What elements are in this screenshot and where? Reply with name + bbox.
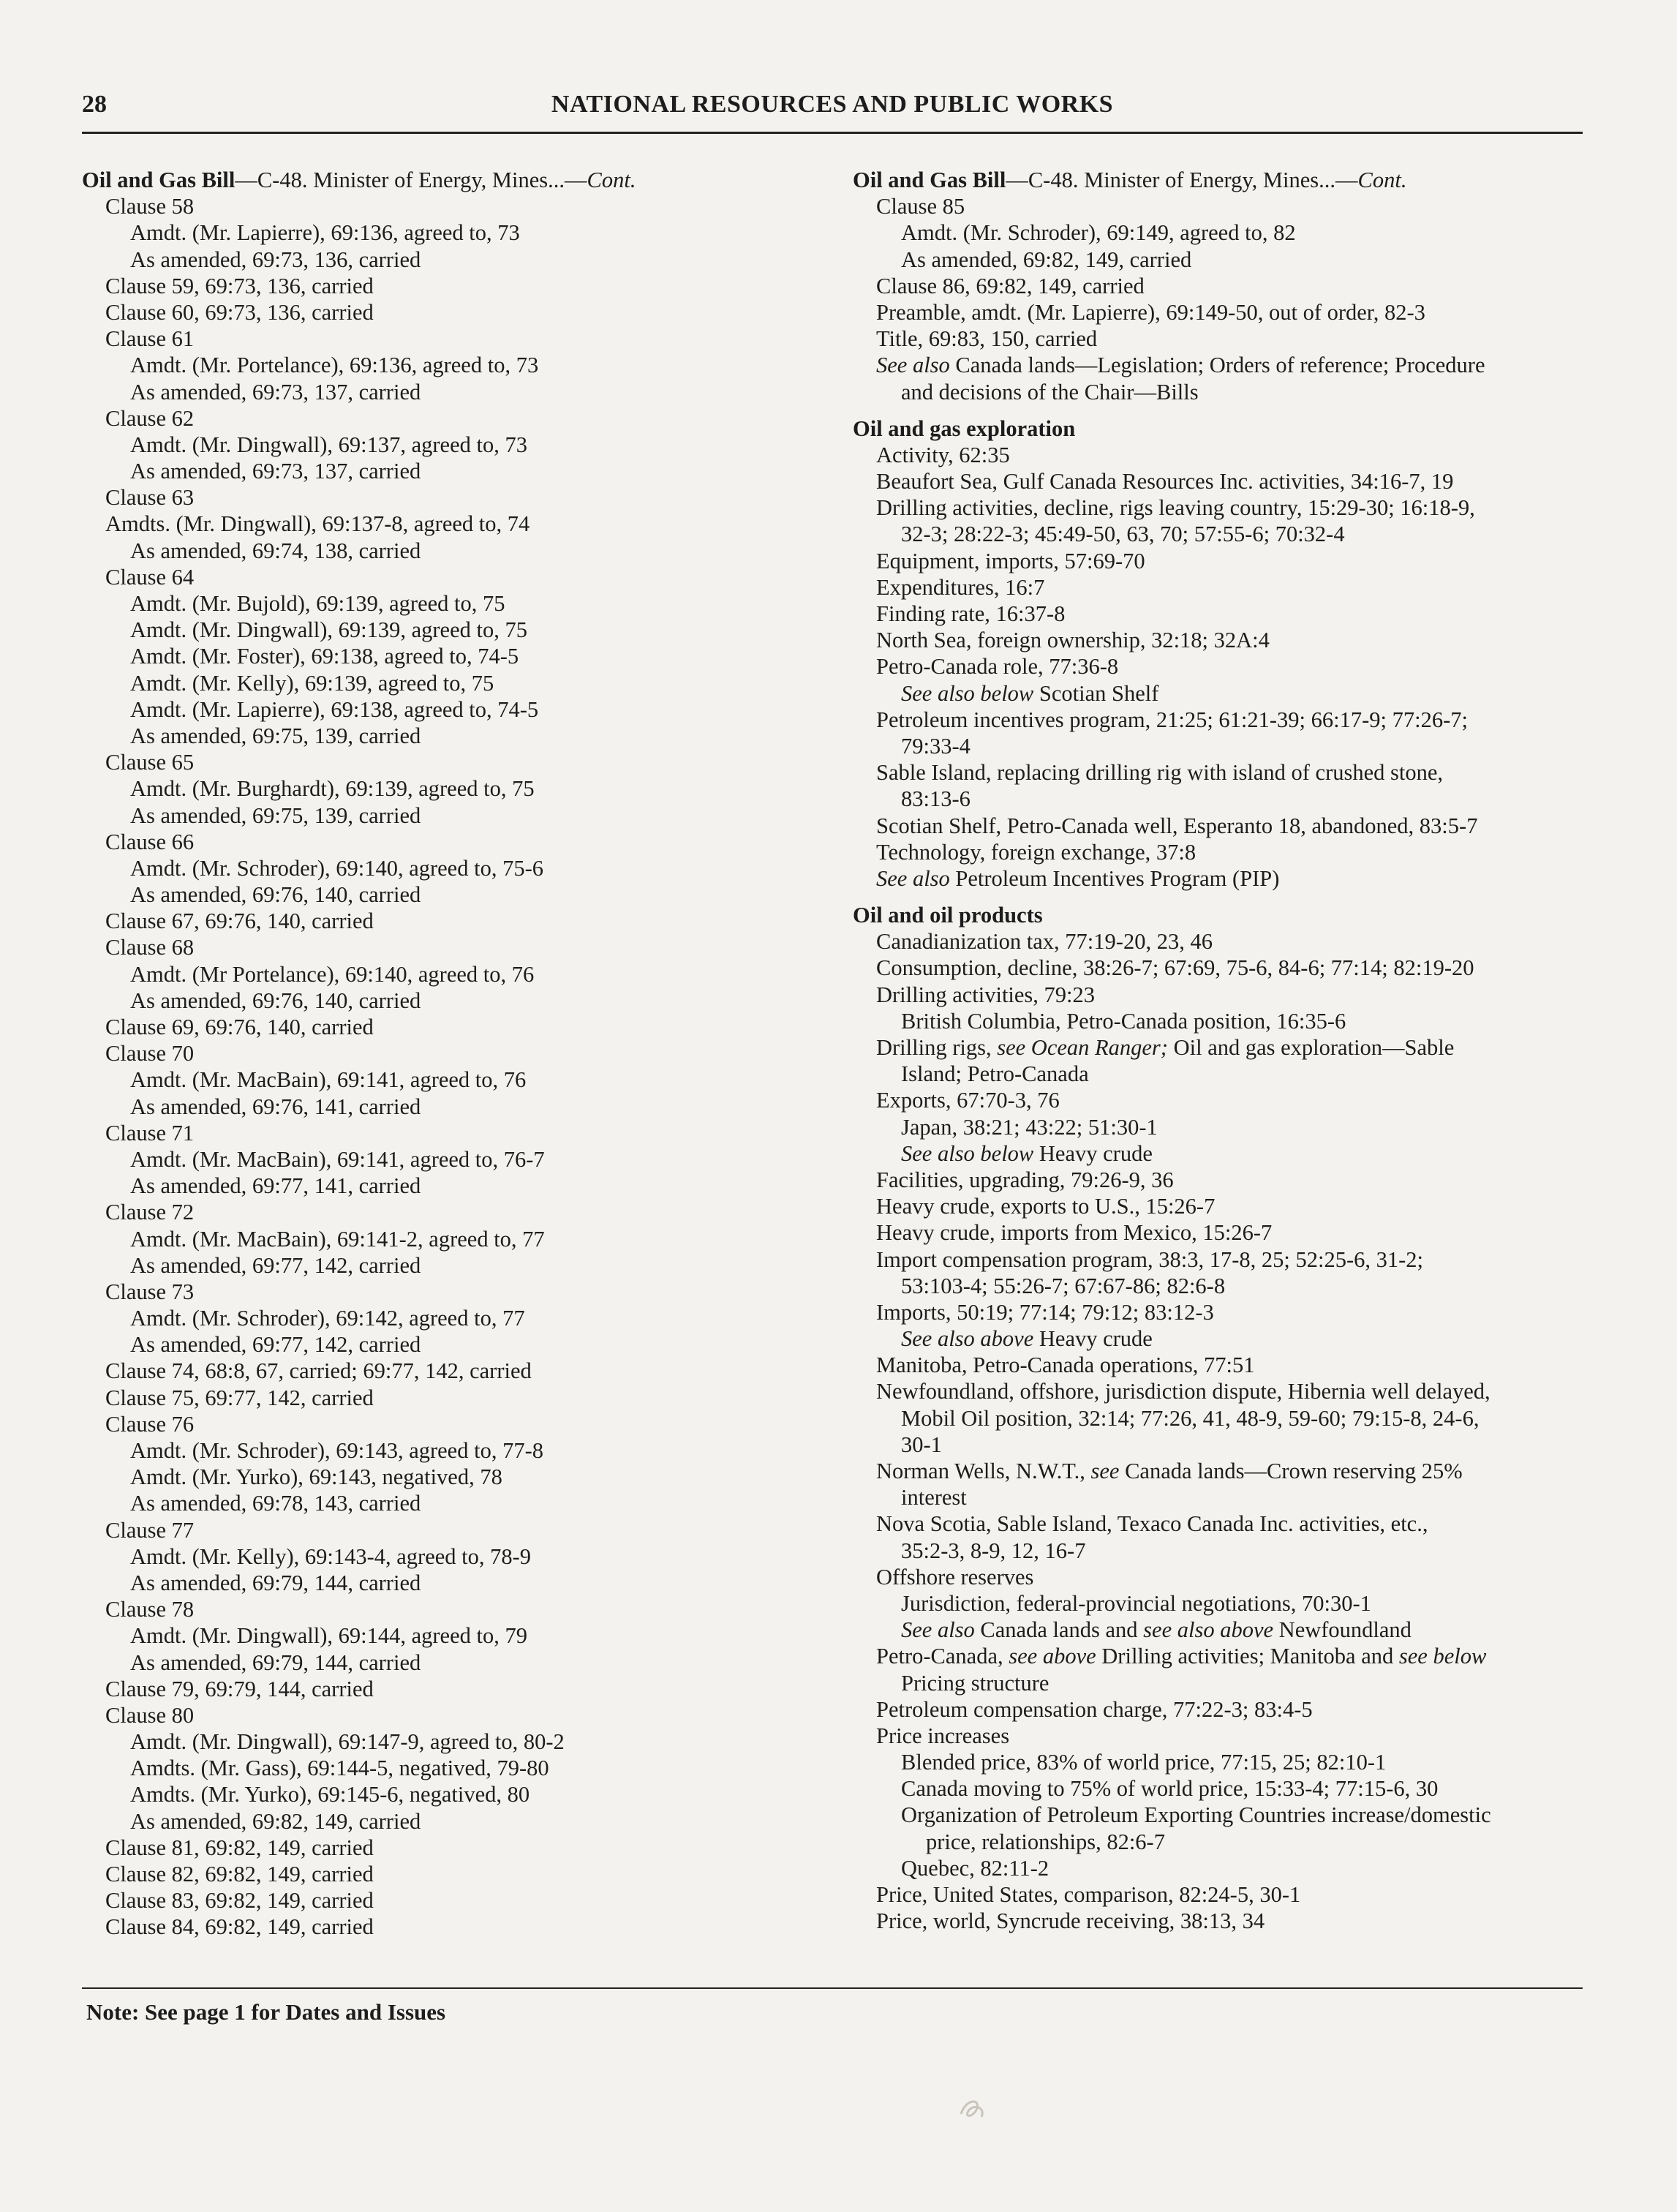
- index-entry: [853, 1034, 1599, 1061]
- index-entry: [853, 1802, 1599, 1828]
- index-entry: [82, 670, 828, 696]
- entry-text: Amdts. (Mr. Gass), 69:144-5, negatived, 79-80: [130, 1756, 549, 1781]
- entry-text: Clause 83, 69:82, 149, carried: [105, 1888, 374, 1914]
- entry-text: Amdt. (Mr. Dingwall), 69:147-9, agreed to, 80-2: [130, 1729, 565, 1755]
- entry-text: Clause 62: [105, 405, 195, 431]
- index-entry: [853, 1881, 1599, 1908]
- entry-text: Consumption, decline, 38:26-7; 67:69, 75-6, 84-6; 77:14; 82:19-20: [876, 955, 1474, 981]
- cross-reference: See also: [876, 353, 950, 378]
- entry-text: As amended, 69:77, 142, carried: [130, 1332, 421, 1358]
- index-entry: [853, 1643, 1599, 1669]
- entry-text: Clause 61: [105, 326, 195, 352]
- entry-text: As amended, 69:74, 138, carried: [130, 538, 421, 563]
- entry-text: Clause 69, 69:76, 140, carried: [105, 1015, 374, 1039]
- entry-text: Amdt. (Mr. Yurko), 69:143, negatived, 78: [130, 1464, 502, 1490]
- entry-text: Newfoundland, offshore, jurisdiction dispute, Hibernia well delayed,: [876, 1379, 1491, 1404]
- entry-text: Amdts. (Mr. Yurko), 69:145-6, negatived, 80: [130, 1782, 530, 1807]
- entry-text: Clause 77: [105, 1517, 195, 1543]
- entry-text: As amended, 69:82, 149, carried: [130, 1808, 421, 1834]
- index-entry: [853, 442, 1599, 468]
- index-entry: [82, 1146, 828, 1173]
- entry-text: Amdt. (Mr. MacBain), 69:141-2, agreed to, 77: [130, 1226, 545, 1252]
- entry-text: As amended, 69:75, 139, carried: [130, 802, 421, 828]
- index-entry: [853, 468, 1599, 494]
- entry-text: As amended, 69:79, 144, carried: [130, 1649, 421, 1675]
- index-entry: [82, 564, 828, 590]
- index-entry: [853, 273, 1599, 299]
- footer-note: Note: See page 1 for Dates and Issues: [86, 1999, 446, 2025]
- index-entry: [853, 1378, 1599, 1404]
- index-entry: [853, 1564, 1599, 1590]
- index-entry: [853, 982, 1599, 1008]
- entry-text: Canada moving to 75% of world price, 15:33-4; 77:15-6, 30: [901, 1776, 1439, 1802]
- entry-text: Drilling rigs,: [876, 1035, 998, 1060]
- index-entry: [853, 1193, 1599, 1219]
- entry-text: Island; Petro-Canada: [901, 1061, 1089, 1087]
- index-entry: [853, 1008, 1599, 1034]
- index-entry: [82, 1437, 828, 1464]
- index-entry: [82, 1702, 828, 1728]
- entry-text: 35:2-3, 8-9, 12, 16-7: [901, 1538, 1086, 1563]
- index-entry: [853, 1325, 1599, 1352]
- entry-text: Amdts. (Mr. Dingwall), 69:137-8, agreed to, 74: [105, 511, 530, 537]
- entry-text: Newfoundland: [1273, 1617, 1412, 1643]
- entry-text: Pricing structure: [901, 1670, 1049, 1696]
- index-entry: [82, 802, 828, 829]
- index-entry: [853, 653, 1599, 680]
- entry-text: Canada lands—Legislation; Orders of reference; Procedure: [949, 353, 1485, 378]
- entry-text: Oil and gas exploration—Sable: [1167, 1035, 1455, 1060]
- handwritten-mark-icon: [951, 2085, 995, 2129]
- index-entry: [853, 1723, 1599, 1749]
- page-number: 28: [82, 91, 107, 118]
- index-entry: [82, 1781, 828, 1807]
- index-entry: [82, 1199, 828, 1225]
- index-entry: [82, 590, 828, 617]
- cross-reference: See also: [901, 1617, 975, 1643]
- cross-reference: Cont.: [587, 168, 636, 192]
- index-entry: [82, 617, 828, 643]
- index-entry: [82, 1596, 828, 1622]
- entry-text: As amended, 69:73, 137, carried: [130, 379, 421, 405]
- entry-text: 30-1: [901, 1432, 942, 1457]
- index-entry: [82, 247, 828, 273]
- index-entry: [853, 1855, 1599, 1881]
- entry-text: Title, 69:83, 150, carried: [876, 326, 1098, 352]
- index-entry: [853, 1908, 1599, 1934]
- index-entry: [82, 1676, 828, 1702]
- entry-text: Clause 70: [105, 1041, 195, 1066]
- entry-heading: Oil and Gas Bill: [853, 168, 1006, 192]
- entry-text: Clause 74, 68:8, 67, carried; 69:77, 142, carried: [105, 1358, 532, 1384]
- entry-text: Clause 71: [105, 1120, 195, 1146]
- entry-text: Clause 58: [105, 194, 195, 219]
- entry-heading: Oil and Gas Bill: [82, 168, 235, 192]
- index-entry: [82, 1014, 828, 1040]
- entry-text: Japan, 38:21; 43:22; 51:30-1: [901, 1114, 1158, 1140]
- entry-text: As amended, 69:73, 136, carried: [130, 247, 421, 272]
- cross-reference: see above: [1009, 1644, 1096, 1669]
- index-entry: [82, 1835, 828, 1861]
- index-entry: [82, 1094, 828, 1120]
- entry-text: Drilling activities, decline, rigs leaving country, 15:29-30; 16:18-9,: [876, 495, 1475, 521]
- entry-text: Drilling activities; Manitoba and: [1096, 1644, 1399, 1669]
- entry-text: Petro-Canada,: [876, 1644, 1009, 1669]
- index-entry: [853, 247, 1599, 273]
- index-entry: [853, 521, 1599, 547]
- footer-divider: [82, 1987, 1583, 1989]
- entry-text: Canada lands and: [974, 1617, 1144, 1643]
- cross-reference: See also above: [901, 1326, 1034, 1352]
- index-entry: [853, 1458, 1599, 1484]
- entry-text: Amdt. (Mr. Portelance), 69:136, agreed to, 73: [130, 353, 539, 378]
- index-entry: [82, 988, 828, 1014]
- index-entry: [853, 786, 1599, 812]
- entry-text: Import compensation program, 38:3, 17-8, 25; 52:25-6, 31-2;: [876, 1246, 1423, 1272]
- index-entry: [853, 1617, 1599, 1643]
- entry-text: Price increases: [876, 1723, 1010, 1748]
- entry-text: Petroleum incentives program, 21:25; 61:21-39; 66:17-9; 77:26-7;: [876, 707, 1468, 732]
- entry-text: Amdt. (Mr. MacBain), 69:141, agreed to, 76: [130, 1067, 527, 1093]
- cross-reference: see: [1090, 1459, 1120, 1483]
- entry-text: Exports, 67:70-3, 76: [876, 1088, 1060, 1113]
- index-entry: [853, 326, 1599, 352]
- index-entry: [853, 1511, 1599, 1537]
- entry-text: Amdt. (Mr. Schroder), 69:143, agreed to, 77-8: [130, 1438, 543, 1463]
- entry-text: Manitoba, Petro-Canada operations, 77:51: [876, 1353, 1255, 1378]
- index-entry: [82, 299, 828, 326]
- entry-text: Imports, 50:19; 77:14; 79:12; 83:12-3: [876, 1299, 1214, 1325]
- index-entry: [853, 955, 1599, 981]
- entry-text: Clause 63: [105, 485, 195, 511]
- index-entry: [82, 1543, 828, 1570]
- index-entry: [82, 1914, 828, 1940]
- index-entry: [82, 696, 828, 723]
- entry-text: Heavy crude: [1033, 1140, 1153, 1166]
- entry-text: Clause 80: [105, 1702, 195, 1728]
- index-entry: [853, 379, 1599, 405]
- entry-text: Clause 78: [105, 1597, 195, 1622]
- entry-text: As amended, 69:73, 137, carried: [130, 459, 421, 484]
- right-column: [853, 167, 1599, 1934]
- entry-text: price, relationships, 82:6-7: [926, 1829, 1165, 1854]
- entry-text: Heavy crude: [1033, 1326, 1153, 1352]
- entry-text: Amdt. (Mr. Schroder), 69:140, agreed to, 75-6: [130, 855, 543, 881]
- index-entry: [82, 723, 828, 749]
- index-entry: [82, 829, 828, 855]
- index-entry: [853, 352, 1599, 378]
- index-entry: [82, 167, 828, 193]
- entry-text: As amended, 69:76, 140, carried: [130, 882, 421, 908]
- entry-text: Amdt. (Mr. Kelly), 69:143-4, agreed to, 78-9: [130, 1543, 532, 1569]
- entry-text: 79:33-4: [901, 733, 971, 759]
- index-entry: [82, 1173, 828, 1199]
- index-entry: [82, 273, 828, 299]
- entry-text: Clause 73: [105, 1279, 195, 1304]
- index-entry: [853, 548, 1599, 574]
- entry-text: Heavy crude, imports from Mexico, 15:26-7: [876, 1220, 1273, 1246]
- index-entry: [853, 415, 1599, 442]
- index-entry: [82, 1358, 828, 1384]
- entry-text: Drilling activities, 79:23: [876, 982, 1096, 1007]
- index-entry: [853, 1273, 1599, 1299]
- index-entry: [82, 1252, 828, 1279]
- entry-text: Amdt. (Mr. MacBain), 69:141, agreed to, 76-7: [130, 1146, 545, 1172]
- entry-text: Amdt. (Mr Portelance), 69:140, agreed to, 76: [130, 961, 535, 987]
- cross-reference: See also below: [901, 1140, 1034, 1166]
- index-entry: [82, 749, 828, 775]
- page-header: [82, 88, 1583, 134]
- entry-text: Canadianization tax, 77:19-20, 23, 46: [876, 929, 1213, 955]
- entry-text: Amdt. (Mr. Schroder), 69:149, agreed to, 82: [901, 220, 1296, 246]
- entry-text: As amended, 69:77, 142, carried: [130, 1252, 421, 1278]
- index-entry: [853, 1352, 1599, 1378]
- index-entry: [82, 1226, 828, 1252]
- index-entry: [82, 432, 828, 458]
- index-entry: [82, 1305, 828, 1331]
- entry-text: As amended, 69:75, 139, carried: [130, 723, 421, 748]
- entry-text: Organization of Petroleum Exporting Countries increase/domestic: [901, 1802, 1491, 1828]
- entry-text: Petroleum compensation charge, 77:22-3; 83:4-5: [876, 1696, 1313, 1722]
- entry-text: Price, world, Syncrude receiving, 38:13, 34: [876, 1908, 1265, 1934]
- entry-text: Clause 82, 69:82, 149, carried: [105, 1862, 374, 1886]
- index-entry: [853, 1140, 1599, 1167]
- entry-text: Jurisdiction, federal-provincial negotiations, 70:30-1: [901, 1590, 1371, 1616]
- entry-text: Amdt. (Mr. Lapierre), 69:136, agreed to, 73: [130, 220, 520, 246]
- entry-heading: Oil and gas exploration: [853, 415, 1076, 441]
- index-entry: [853, 1405, 1599, 1432]
- cross-reference: see below: [1398, 1644, 1487, 1669]
- index-entry: [853, 193, 1599, 219]
- entry-text: As amended, 69:76, 140, carried: [130, 988, 421, 1013]
- entry-text: Clause 79, 69:79, 144, carried: [105, 1676, 374, 1701]
- entry-text: Clause 65: [105, 750, 195, 775]
- entry-text: Petro-Canada role, 77:36-8: [876, 654, 1119, 680]
- entry-text: Nova Scotia, Sable Island, Texaco Canada Inc. activities, etc.,: [876, 1511, 1428, 1537]
- entry-text: Norman Wells, N.W.T.,: [876, 1459, 1091, 1483]
- index-entry: [853, 1087, 1599, 1113]
- entry-text: Clause 60, 69:73, 136, carried: [105, 299, 374, 325]
- index-entry: [82, 961, 828, 988]
- index-entry: [853, 1749, 1599, 1775]
- index-entry: [853, 1246, 1599, 1273]
- entry-text: Scotian Shelf: [1033, 680, 1159, 706]
- index-entry: [853, 1167, 1599, 1193]
- index-entry: [82, 908, 828, 934]
- entry-text: Quebec, 82:11-2: [901, 1855, 1049, 1881]
- index-entry: [82, 1490, 828, 1516]
- entry-text: Clause 75, 69:77, 142, carried: [105, 1385, 374, 1410]
- index-entry: [82, 1649, 828, 1676]
- entry-text: As amended, 69:82, 149, carried: [901, 247, 1192, 272]
- index-entry: [853, 928, 1599, 955]
- entry-text: Price, United States, comparison, 82:24-5, 30-1: [876, 1882, 1301, 1907]
- index-entry: [853, 299, 1599, 326]
- index-entry: [82, 326, 828, 352]
- entry-text: Clause 64: [105, 564, 195, 590]
- cross-reference: Cont.: [1357, 168, 1407, 192]
- index-entry: [853, 1061, 1599, 1087]
- entry-text: Clause 68: [105, 935, 195, 960]
- cross-reference: See also: [876, 865, 950, 891]
- index-entry: [853, 707, 1599, 733]
- index-entry: [82, 643, 828, 669]
- index-entry: [82, 1887, 828, 1914]
- index-entry: [82, 405, 828, 432]
- entry-text: Amdt. (Mr. Dingwall), 69:137, agreed to, 73: [130, 432, 527, 457]
- entry-text: Sable Island, replacing drilling rig with island of crushed stone,: [876, 760, 1444, 786]
- index-entry: [853, 219, 1599, 246]
- entry-text: Canada lands—Crown reserving 25%: [1119, 1459, 1463, 1483]
- index-entry: [853, 1775, 1599, 1802]
- entry-text: Amdt. (Mr. Bujold), 69:139, agreed to, 75: [130, 591, 505, 616]
- index-entry: [853, 813, 1599, 839]
- entry-text: Beaufort Sea, Gulf Canada Resources Inc. activities, 34:16-7, 19: [876, 469, 1454, 494]
- index-entry: [82, 1622, 828, 1649]
- index-entry: [853, 733, 1599, 759]
- entry-text: As amended, 69:79, 144, carried: [130, 1570, 421, 1595]
- entry-text: As amended, 69:76, 141, carried: [130, 1094, 421, 1119]
- index-entry: [853, 1538, 1599, 1564]
- index-entry: [853, 1484, 1599, 1511]
- entry-text: As amended, 69:78, 143, carried: [130, 1491, 421, 1516]
- index-entry: [853, 839, 1599, 865]
- entry-text: Clause 81, 69:82, 149, carried: [105, 1835, 374, 1860]
- entry-text: —C-48. Minister of Energy, Mines...—: [1006, 168, 1358, 192]
- index-entry: [853, 1696, 1599, 1723]
- index-entry: [82, 1385, 828, 1411]
- index-entry: [853, 902, 1599, 928]
- entry-text: Amdt. (Mr. Schroder), 69:142, agreed to, 77: [130, 1306, 525, 1331]
- entry-text: 32-3; 28:22-3; 45:49-50, 63, 70; 57:55-6; 70:32-4: [901, 522, 1345, 547]
- index-entry: [853, 574, 1599, 601]
- index-entry: [82, 1279, 828, 1305]
- index-entry: [853, 1670, 1599, 1696]
- entry-text: Clause 84, 69:82, 149, carried: [105, 1914, 374, 1940]
- entry-text: and decisions of the Chair—Bills: [901, 379, 1199, 405]
- entry-text: Offshore reserves: [876, 1564, 1034, 1590]
- entry-text: Amdt. (Mr. Dingwall), 69:139, agreed to, 75: [130, 617, 527, 643]
- index-entry: [82, 1411, 828, 1437]
- index-entry: [853, 494, 1599, 521]
- entry-text: North Sea, foreign ownership, 32:18; 32A:4: [876, 628, 1270, 653]
- index-entry: [82, 538, 828, 564]
- cross-reference: See also below: [901, 680, 1034, 706]
- cross-reference: see also above: [1143, 1617, 1274, 1643]
- index-entry: [82, 881, 828, 908]
- entry-text: Expenditures, 16:7: [876, 574, 1045, 600]
- index-entry: [853, 1829, 1599, 1855]
- entry-text: Clause 76: [105, 1411, 195, 1437]
- entry-text: Facilities, upgrading, 79:26-9, 36: [876, 1167, 1174, 1192]
- index-entry: [82, 1066, 828, 1093]
- index-entry: [853, 601, 1599, 627]
- index-entry: [853, 1590, 1599, 1617]
- entry-text: British Columbia, Petro-Canada position, 16:35-6: [901, 1008, 1346, 1034]
- index-entry: [853, 759, 1599, 786]
- entry-text: Activity, 62:35: [876, 442, 1010, 467]
- index-entry: [82, 1120, 828, 1146]
- entry-text: Amdt. (Mr. Dingwall), 69:144, agreed to, 79: [130, 1623, 527, 1649]
- index-entry: [82, 775, 828, 802]
- index-entry: [82, 193, 828, 219]
- entry-text: Clause 67, 69:76, 140, carried: [105, 908, 374, 934]
- entry-text: Technology, foreign exchange, 37:8: [876, 839, 1196, 865]
- index-entry: [82, 219, 828, 246]
- entry-text: —C-48. Minister of Energy, Mines...—: [235, 168, 587, 192]
- index-entry: [853, 1114, 1599, 1140]
- index-entry: [82, 1040, 828, 1066]
- index-entry: [82, 934, 828, 960]
- index-entry: [853, 680, 1599, 707]
- entry-text: Heavy crude, exports to U.S., 15:26-7: [876, 1194, 1216, 1219]
- entry-text: Clause 86, 69:82, 149, carried: [876, 273, 1145, 298]
- entry-text: Clause 85: [876, 194, 965, 219]
- index-entry: [82, 1755, 828, 1781]
- index-entry: [82, 379, 828, 405]
- entry-text: Amdt. (Mr. Kelly), 69:139, agreed to, 75: [130, 670, 494, 696]
- index-entry: [82, 1464, 828, 1490]
- entry-text: Amdt. (Mr. Foster), 69:138, agreed to, 74-5: [130, 644, 519, 669]
- index-entry: [82, 511, 828, 537]
- index-entry: [82, 484, 828, 511]
- index-entry: [82, 1331, 828, 1358]
- index-entry: [853, 1299, 1599, 1325]
- entry-text: 53:103-4; 55:26-7; 67:67-86; 82:6-8: [901, 1273, 1226, 1298]
- index-entry: [82, 352, 828, 378]
- index-entry: [82, 458, 828, 484]
- entry-text: Clause 66: [105, 829, 195, 854]
- entry-text: Clause 72: [105, 1200, 195, 1225]
- entry-heading: Oil and oil products: [853, 903, 1043, 928]
- entry-text: Amdt. (Mr. Lapierre), 69:138, agreed to, 74-5: [130, 696, 539, 722]
- entry-text: Scotian Shelf, Petro-Canada well, Esperanto 18, abandoned, 83:5-7: [876, 813, 1478, 838]
- left-column: [82, 167, 828, 1941]
- index-entry: [853, 167, 1599, 193]
- index-entry: [82, 1517, 828, 1543]
- index-entry: [853, 627, 1599, 653]
- entry-text: Amdt. (Mr. Burghardt), 69:139, agreed to, 75: [130, 776, 535, 802]
- entry-text: Preamble, amdt. (Mr. Lapierre), 69:149-50, out of order, 82-3: [876, 299, 1425, 325]
- index-entry: [853, 1432, 1599, 1458]
- entry-text: Blended price, 83% of world price, 77:15, 25; 82:10-1: [901, 1750, 1387, 1775]
- entry-text: As amended, 69:77, 141, carried: [130, 1173, 421, 1199]
- index-entry: [853, 1219, 1599, 1246]
- index-entry: [82, 1861, 828, 1887]
- entry-text: Mobil Oil position, 32:14; 77:26, 41, 48-9, 59-60; 79:15-8, 24-6,: [901, 1405, 1480, 1431]
- index-entry: [82, 1808, 828, 1835]
- entry-text: 83:13-6: [901, 786, 971, 812]
- running-title: NATIONAL RESOURCES AND PUBLIC WORKS: [551, 91, 1114, 118]
- entry-text: Petroleum Incentives Program (PIP): [949, 865, 1280, 891]
- entry-text: Finding rate, 16:37-8: [876, 601, 1066, 626]
- index-entry: [82, 1728, 828, 1755]
- entry-text: interest: [901, 1485, 967, 1511]
- index-entry: [853, 865, 1599, 892]
- cross-reference: see Ocean Ranger;: [997, 1035, 1168, 1060]
- entry-text: Clause 59, 69:73, 136, carried: [105, 273, 374, 298]
- index-entry: [82, 1570, 828, 1596]
- index-entry: [82, 855, 828, 881]
- entry-text: Equipment, imports, 57:69-70: [876, 548, 1145, 573]
